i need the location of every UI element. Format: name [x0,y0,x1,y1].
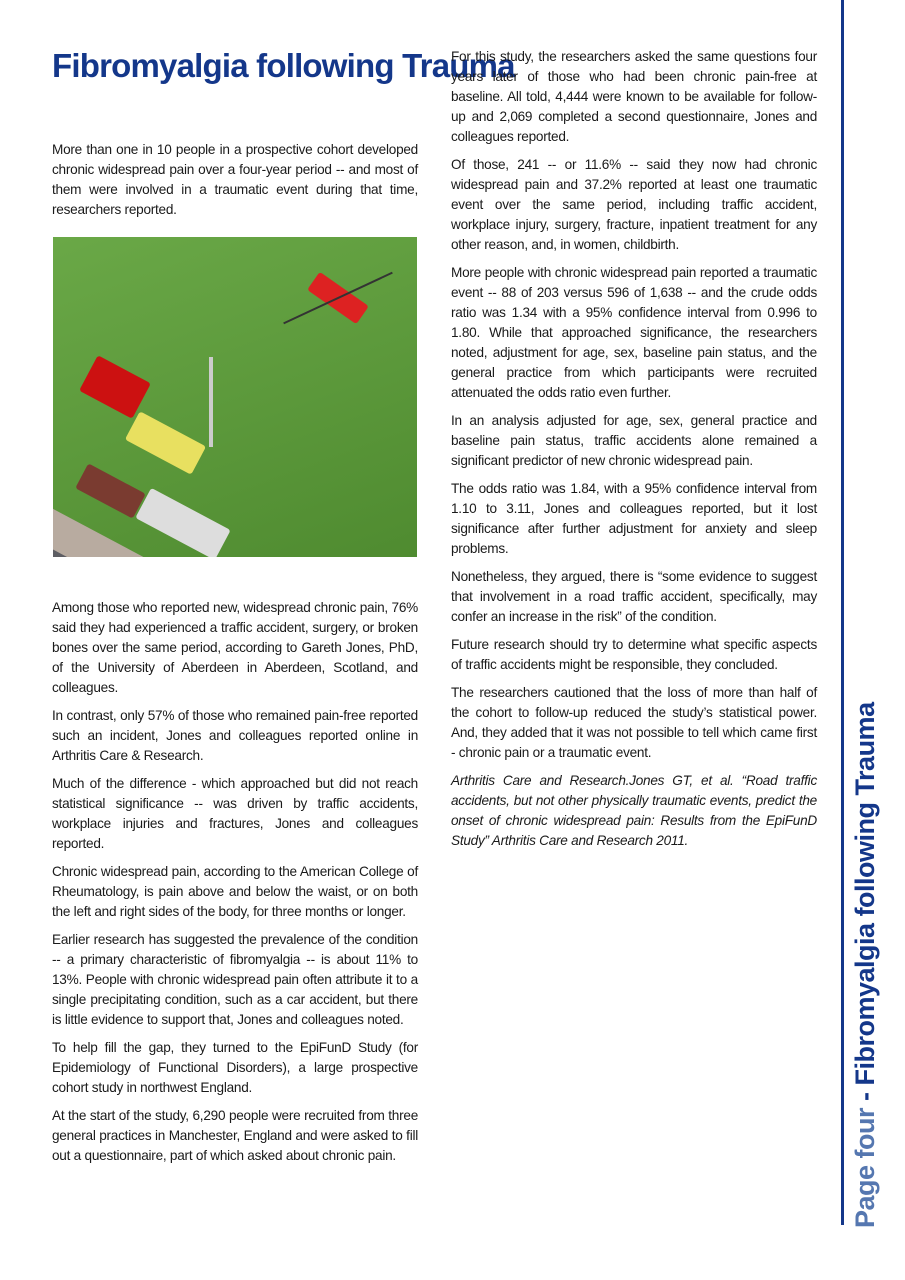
paragraph: Chronic widespread pain, according to the American College of Rheumatology, is pain above and below the waist, or on both the left and right sides of the body, for three months or longer. [52,864,418,919]
paragraph: For this study, the researchers asked the same questions four years later of those who had been chronic pain-free at baseline. All told, 4,444 were known to be available for follow-up and 2,069 completed a second questionnaire, Jones and colleagues reported. [451,49,817,144]
intro [52,140,418,228]
article-title: Fibromyalgia following Trauma [52,47,515,84]
paragraph: Among those who reported new, widespread chronic pain, 76% said they had experienced a traffic accident, surgery, or broken bones over the same period, according to Gareth Jones, PhD, of the University of Aberdeen in Aberdeen, Scotland, and colleagues. [52,600,418,695]
side-running-title [850,702,881,1228]
paragraph: Future research should try to determine what specific aspects of traffic accidents might be responsible, they concluded. [451,637,817,672]
paragraph: In contrast, only 57% of those who remained pain-free reported such an incident, Jones and colleagues reported online in Arthritis Care & Research. [52,708,418,763]
paragraph: To help fill the gap, they turned to the EpiFunD Study (for Epidemiology of Functional Disorders), a large prospective cohort study in northwest England. [52,1040,418,1095]
right-column [451,47,817,859]
paragraph: Much of the difference - which approached but did not reach statistical significance -- was driven by traffic accidents, workplace injuries and fractures, Jones and colleagues reported. [52,776,418,851]
paragraph: At the start of the study, 6,290 people were recruited from three general practices in Manchester, England and were asked to fill out a questionnaire, part of which asked about chronic pain. [52,1108,418,1163]
paragraph: The odds ratio was 1.84, with a 95% confidence interval from 1.10 to 3.11, Jones and colleagues reported, but it lost significance after further adjustment for anxiety and sleep problems. [451,481,817,556]
paragraph: Of those, 241 -- or 11.6% -- said they now had chronic widespread pain and 37.2% reported at least one traumatic event over the same period, including traffic accident, workplace injury, surgery, fracture, inpatient treatment for any other reason, and, in women, childbirth. [451,157,817,252]
page-label: Page four [850,1107,880,1228]
separator: - [850,1085,880,1108]
paragraph: Earlier research has suggested the prevalence of the condition -- a primary characteristic of fibromyalgia -- is about 11% to 13%. People with chronic widespread pain often attribute it to a single precipitating condition, such as a car accident, but there is little evidence to support that, Jones and colleagues noted. [52,932,418,1027]
paragraph: Nonetheless, they argued, there is “some evidence to suggest that involvement in a road traffic accident, specifically, may confer an increase in the risk” of the condition. [451,569,817,624]
paragraph: In an analysis adjusted for age, sex, general practice and baseline pain status, traffic accidents alone remained a significant predictor of new chronic widespread pain. [451,413,817,468]
citation: Arthritis Care and Research.Jones GT, et al. “Road traffic accidents, but not other physically traumatic events, predict the onset of chronic widespread pain: Results from the EpiFunD Study” Arthritis Care and Research 2011. [451,773,817,848]
side-title: Fibromyalgia following Trauma [850,702,880,1086]
article-photo-model-accident-scene [53,237,417,557]
left-column [52,598,418,1174]
paragraph: The researchers cautioned that the loss of more than half of the cohort to follow-up reduced the study’s statistical power. And, they added that it was not possible to tell which came first - chronic pain or a traumatic event. [451,685,817,760]
intro-text: More than one in 10 people in a prospective cohort developed chronic widespread pain over a four-year period -- and most of them were involved in a traumatic event during that time, researchers reported. [52,142,418,217]
side-divider [841,0,844,1225]
paragraph: More people with chronic widespread pain reported a traumatic event -- 88 of 203 versus 596 of 1,638 -- and the crude odds ratio was 1.34 with a 95% confidence interval from 0.996 to 1.80. While that approached significance, the researchers noted, adjustment for age, sex, baseline pain status, and the general practice from which participants were recruited attenuated the odds ratio even further. [451,265,817,400]
